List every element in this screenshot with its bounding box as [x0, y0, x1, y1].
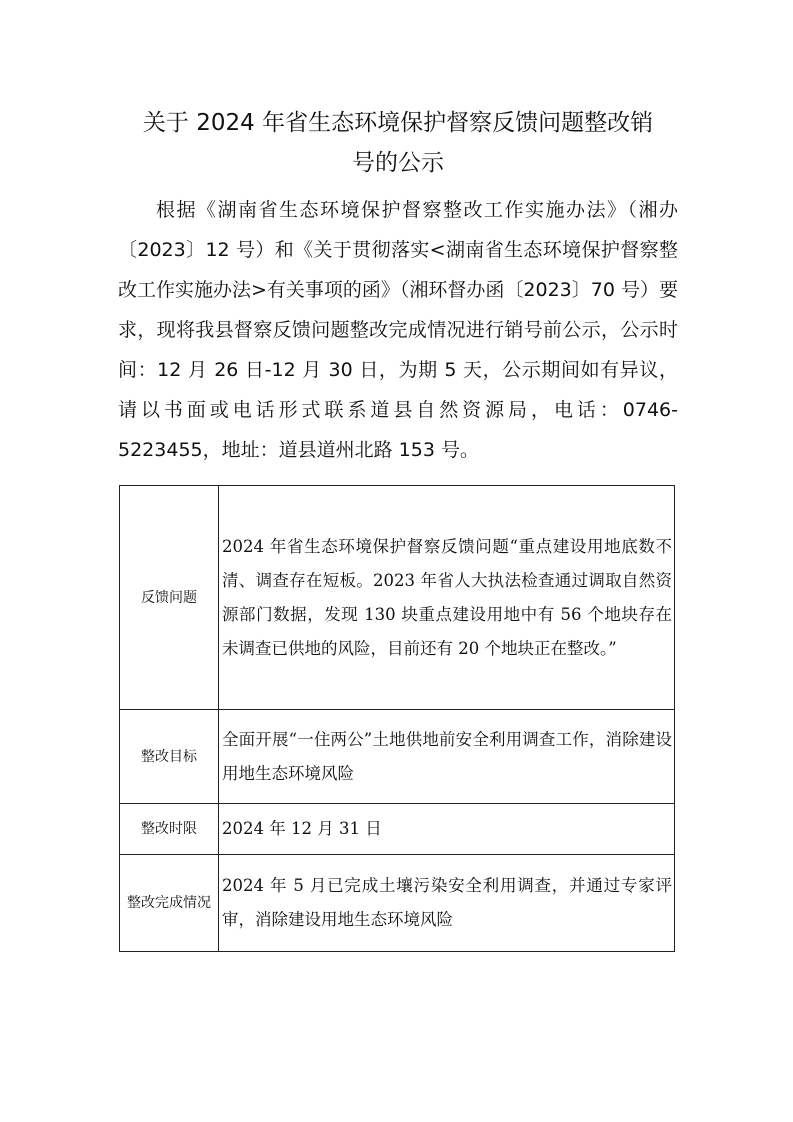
row-label-deadline: 整改时限: [120, 804, 219, 855]
row-label-completion-status: 整改完成情况: [120, 855, 219, 952]
table-row: [120, 710, 675, 804]
row-label-feedback-issue: 反馈问题: [120, 486, 219, 710]
table-row: [120, 855, 675, 952]
row-content-feedback-issue: 2024 年省生态环境保护督察反馈问题“重点建设用地底数不清、调查存在短板。2023 年省人大执法检查通过调取自然资源部门数据，发现 130 块重点建设用地中有 56 个地块存在未调查已供地的风险，目前还有 20 个地块正在整改。”: [219, 486, 675, 710]
notice-body: [118, 190, 678, 470]
table-row: [120, 486, 675, 710]
rectification-table: [119, 485, 675, 952]
table-row: [120, 804, 675, 855]
row-content-completion-status: 2024 年 5 月已完成土壤污染安全利用调查，并通过专家评审，消除建设用地生态环境风险: [219, 855, 675, 952]
row-content-deadline: 2024 年 12 月 31 日: [219, 804, 675, 855]
row-label-rectification-goal: 整改目标: [120, 710, 219, 804]
notice-paragraph: 根据《湖南省生态环境保护督察整改工作实施办法》（湘办〔2023〕12 号）和《关于贯彻落实<湖南省生态环境保护督察整改工作实施办法>有关事项的函》（湘环督办函〔2023〕70 号）要求，现将我县督察反馈问题整改完成情况进行销号前公示，公示时间：12 月 26 日-12 月 30 日，为期 5 天，公示期间如有异议，请以书面或电话形式联系道县自然资源局，电话：0746-5223455，地址：道县道州北路 153 号。: [118, 199, 678, 461]
row-content-rectification-goal: 全面开展“一住两公”土地供地前安全利用调查工作，消除建设用地生态环境风险: [219, 710, 675, 804]
document-title: [118, 103, 678, 183]
title-line-1: 关于 2024 年省生态环境保护督察反馈问题整改销: [142, 110, 654, 136]
title-line-2: 号的公示: [352, 150, 444, 176]
